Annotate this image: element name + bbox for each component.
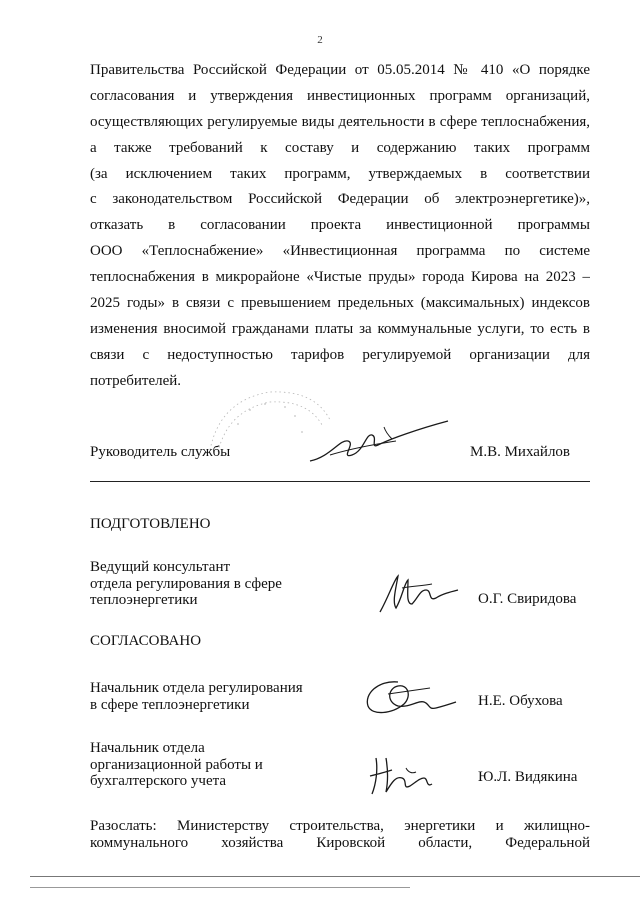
body-line-12: связи с недоступностью тарифов регулируемой организации для [90,347,590,363]
prepared-role-line-2: отдела регулирования в сфере [90,576,282,592]
separator-line [90,481,590,482]
signer-2-signature-icon [362,748,442,800]
signer-1-role-line-2: в сфере теплоэнергетики [90,697,250,713]
head-signature-icon [300,415,450,470]
body-line-2: согласования и утверждения инвестиционных программ организаций, [90,88,590,104]
prepared-name: О.Г. Свиридова [478,591,577,607]
body-line-9: теплоснабжения в микрорайоне «Чистые пруды» города Кирова на 2023 – [90,269,590,285]
prepared-role-line-1: Ведущий консультант [90,559,231,575]
agreed-label: СОГЛАСОВАНО [90,633,202,649]
signer-2-name: Ю.Л. Видякина [478,769,578,785]
body-line-5: (за исключением таких программ, утверждаемых в соответствии [90,166,590,182]
page-number: 2 [317,34,323,46]
prepared-signature-icon [372,568,462,618]
bottom-scan-line [30,876,640,877]
signer-1-role-line-1: Начальник отдела регулирования [90,680,303,696]
body-line-3: осуществляющих регулируемые виды деятельности в сфере теплоснабжения, [90,114,590,130]
body-line-8: ООО «Теплоснабжение» «Инвестиционная программа по системе [90,243,590,259]
bottom-scan-line-short [30,887,410,888]
body-line-10: 2025 годы» в связи с превышением предельных (максимальных) индексов [90,295,590,311]
distribution-line-2: коммунального хозяйства Кировской области, Федеральной [90,835,590,851]
prepared-role-line-3: теплоэнергетики [90,592,198,608]
head-role: Руководитель службы [90,444,231,460]
distribution-line-1: Разослать: Министерству строительства, энергетики и жилищно- [90,818,590,834]
head-name: М.В. Михайлов [470,444,571,460]
signer-2-role-line-2: организационной работы и [90,757,263,773]
body-line-4: а также требований к составу и содержанию таких программ [90,140,590,156]
signer-1-name: Н.Е. Обухова [478,693,563,709]
body-line-6: с законодательством Российской Федерации об электроэнергетике)», [90,191,590,207]
signer-1-signature-icon [358,672,458,720]
body-line-7: отказать в согласовании проекта инвестиционной программы [90,217,590,233]
body-line-1: Правительства Российской Федерации от 05.05.2014 № 410 «О порядке [90,62,590,78]
signer-2-role-line-3: бухгалтерского учета [90,773,227,789]
body-line-13: потребителей. [90,373,182,389]
signer-2-role-line-1: Начальник отдела [90,740,205,756]
prepared-label: ПОДГОТОВЛЕНО [90,516,211,532]
body-line-11: изменения вносимой гражданами платы за коммунальные услуги, то есть в [90,321,590,337]
